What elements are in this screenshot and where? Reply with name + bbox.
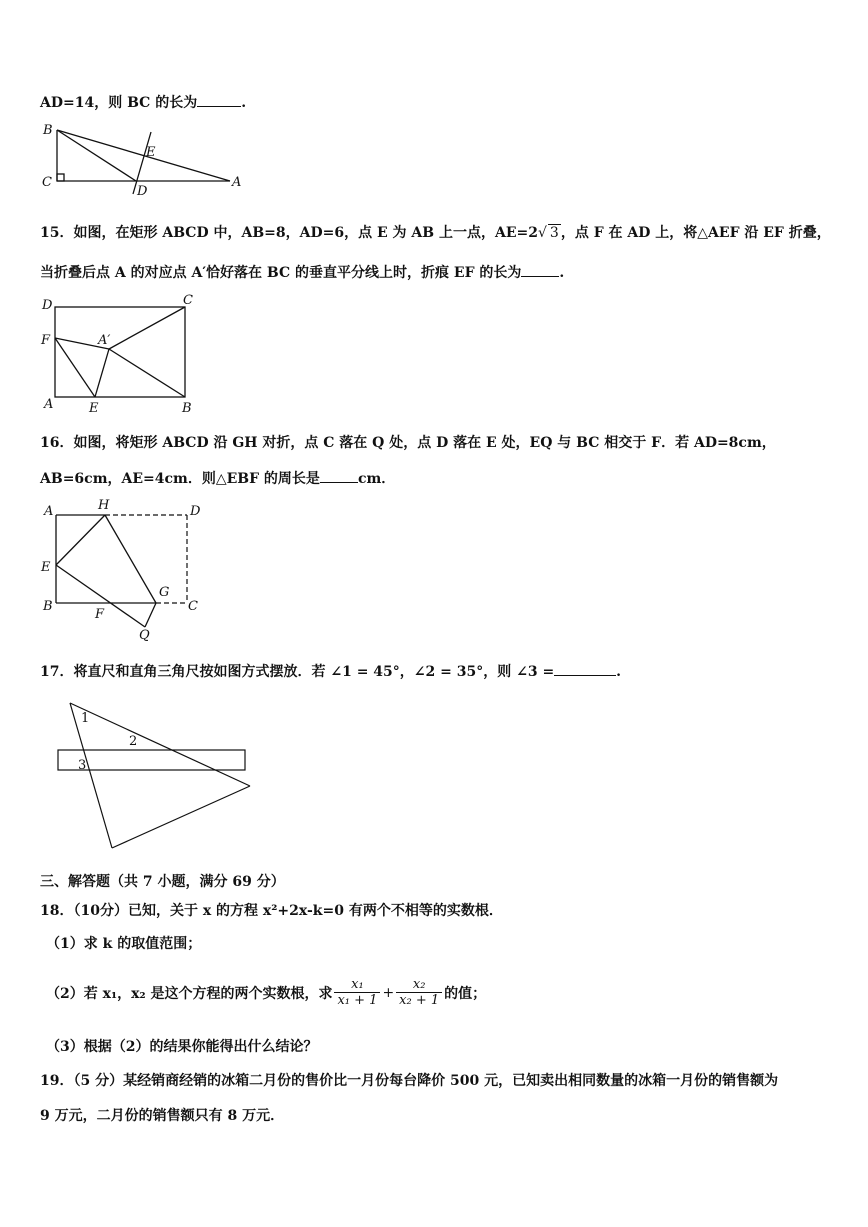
q15-end: .	[559, 265, 565, 281]
fig17-angle-1: 1	[81, 711, 90, 726]
q18-stem: 18．（10分）已知，关于 x 的方程 x²+2x-k=0 有两个不相等的实数根．	[40, 903, 503, 919]
fig14-label-A: A	[232, 175, 242, 190]
section-3-title: 三、解答题（共 7 小题，满分 69 分）	[40, 874, 285, 890]
fraction-2-denominator: x₂ + 1	[396, 992, 442, 1008]
fig16-label-B: B	[43, 599, 53, 614]
fig15-label-E: E	[89, 401, 99, 416]
fraction-1-numerator: x₁	[351, 977, 364, 992]
fig16-label-Q: Q	[139, 628, 150, 643]
q14-end: .	[241, 95, 247, 111]
fig15-label-C: C	[183, 293, 193, 308]
figure-17	[50, 698, 260, 854]
fig16-label-A: A	[44, 504, 54, 519]
q18-part-2-text: （2）若 x₁，x₂ 是这个方程的两个实数根，求	[46, 985, 333, 1002]
plus-sign: +	[382, 984, 395, 1001]
fraction-1-denominator: x₁ + 1	[334, 992, 380, 1008]
fig16-label-C: C	[188, 599, 198, 614]
fig17-angle-2: 2	[129, 734, 138, 749]
q17-line	[40, 661, 621, 681]
answer-blank	[554, 663, 616, 676]
q15-text-1: 15．如图，在矩形 ABCD 中，AB=8，AD=6，点 E 为 AB 上一点，AE=2	[40, 225, 538, 241]
figure-15	[38, 290, 208, 418]
q17-text: 17．将直尺和直角三角尺按如图方式摆放．若 ∠1 = 45°，∠2 = 35°，则 ∠3 =	[40, 664, 555, 680]
q15-line-2	[40, 262, 564, 282]
fig16-label-F: F	[95, 607, 105, 622]
q14-text: AD=14，则 BC 的长为	[40, 95, 198, 111]
q16-text-1: 16．如图，将矩形 ABCD 沿 GH 对折，点 C 落在 Q 处，点 D 落在 E 处，EQ 与 BC 相交于 F．若 AD=8cm，	[40, 435, 776, 451]
q15-line-1: 15．如图，在矩形 ABCD 中，AB=8，AD=6，点 E 为 AB 上一点，AE=2√ 3 ，点 F 在 AD 上，将△AEF 沿 EF 折叠，	[40, 225, 831, 241]
q16-line-1	[40, 432, 776, 452]
q16-text-2: AB=6cm，AE=4cm．则△EBF 的周长是	[40, 471, 320, 487]
q18-part-1: （1）求 k 的取值范围；	[46, 936, 202, 952]
fig14-label-D: D	[137, 184, 148, 199]
q18-part-2-tail: 的值；	[444, 985, 487, 1002]
fig15-label-D: D	[42, 298, 53, 313]
fraction-2-numerator: x₂	[412, 977, 426, 992]
fig15-label-F: F	[41, 333, 51, 348]
q19-line-2: 9 万元，二月份的销售额只有 8 万元．	[40, 1108, 285, 1124]
answer-blank	[521, 264, 559, 277]
q15-sqrt: 3	[549, 225, 559, 241]
fig17-angle-3: 3	[78, 758, 87, 773]
fig15-label-A-prime: A′	[98, 333, 111, 348]
fig16-label-H: H	[98, 498, 110, 513]
q16-end: cm．	[357, 471, 396, 487]
q15-text-2: 当折叠后点 A 的对应点 A′恰好落在 BC 的垂直平分线上时，折痕 EF 的长为	[40, 265, 522, 281]
q18-part-2	[46, 977, 486, 1008]
fig16-label-D: D	[190, 504, 201, 519]
fig14-label-E: E	[146, 145, 156, 160]
figure-16	[38, 495, 210, 645]
answer-blank	[197, 94, 241, 107]
q19-line-1: 19．（5 分）某经销商经销的冰箱二月份的售价比一月份每台降价 500 元，已知卖出相同数量的冰箱一月份的销售额为	[40, 1073, 779, 1089]
fig16-label-G: G	[159, 585, 170, 600]
q14-line	[40, 92, 246, 112]
fig14-label-B: B	[43, 123, 53, 138]
fig14-label-C: C	[42, 175, 52, 190]
q16-line-2	[40, 468, 395, 488]
fig15-label-B: B	[182, 401, 192, 416]
q18-fraction-2	[396, 977, 442, 1008]
fig16-label-E: E	[41, 560, 51, 575]
q18-part-3: （3）根据（2）的结果你能得出什么结论？	[46, 1039, 318, 1055]
q18-fraction-1	[334, 977, 380, 1008]
answer-blank	[320, 470, 358, 483]
figure-14	[40, 118, 245, 200]
q17-end: .	[616, 664, 622, 680]
q15-text-1b: ，点 F 在 AD 上，将△AEF 沿 EF 折叠，	[560, 225, 831, 241]
fig15-label-A: A	[44, 397, 54, 412]
